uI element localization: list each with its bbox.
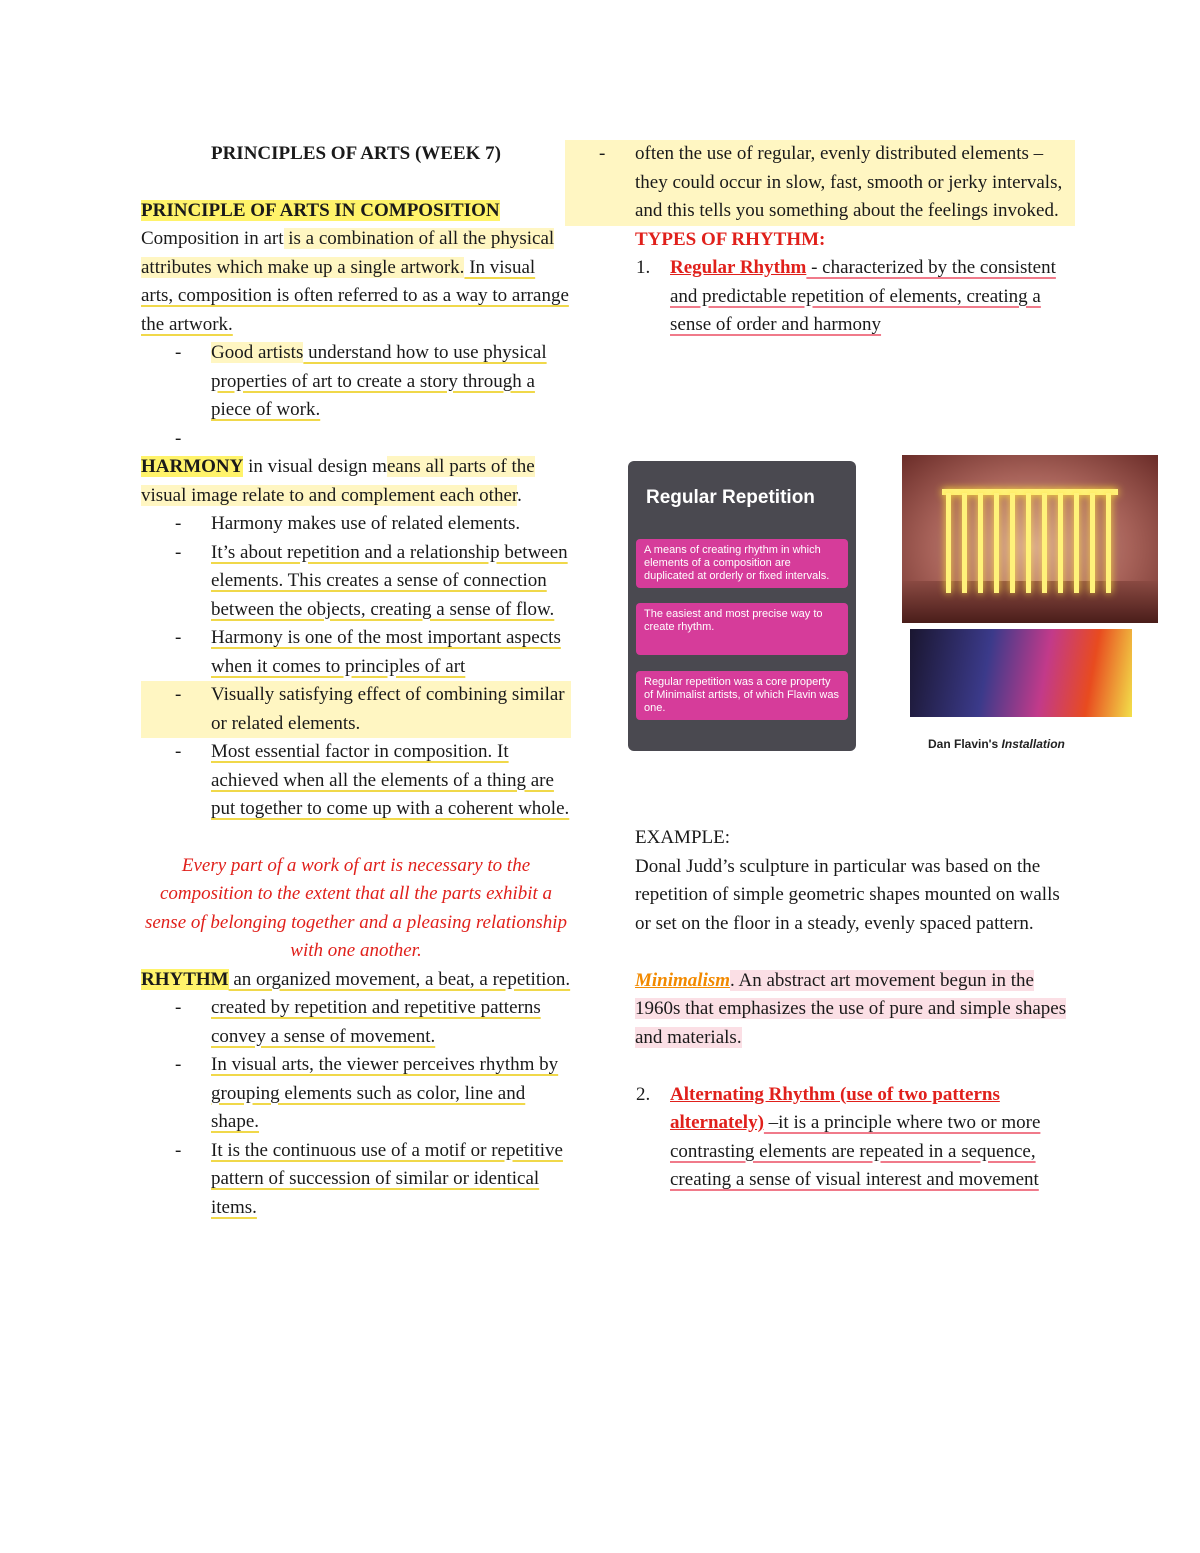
document-title: PRINCIPLES OF ARTS (WEEK 7) [210, 143, 501, 164]
light-tube [994, 493, 999, 593]
composition-bullet-highlight: Good artists [211, 342, 304, 363]
caption-artist: Dan Flavin's [928, 737, 1002, 751]
light-tube [1074, 493, 1079, 593]
harmony-bullet: - Harmony is one of the most important aspects when it comes to principles of art [141, 624, 571, 681]
flavin-installation-photo [902, 455, 1158, 623]
slide-title: Regular Repetition [646, 487, 815, 508]
light-tube [946, 493, 951, 593]
right-column [635, 140, 1075, 340]
caption-title: Installation [1001, 737, 1065, 751]
rhythm-bullet: - It is the continuous use of a motif or repetitive pattern of succession of similar or identical items. [141, 1137, 571, 1223]
regular-rhythm-text: - characterized by the consistent and predictable repetition of elements, creating a sense of order and harmony [670, 257, 1056, 335]
rhythm-heading: RHYTHM [141, 968, 229, 990]
rhythm-continued-bullet: - often the use of regular, evenly distributed elements – they could occur in slow, fast, smooth or jerky intervals, and this tells you something about the feelings invoked. [565, 140, 1075, 226]
figure-caption [928, 737, 1065, 751]
composition-heading: PRINCIPLE OF ARTS IN COMPOSITION [141, 199, 500, 221]
composition-paragraph [141, 197, 571, 340]
harmony-heading: HARMONY [141, 456, 244, 477]
left-column [141, 140, 571, 1222]
light-tube [1042, 493, 1047, 593]
harmony-bullet: - Most essential factor in composition. It achieved when all the elements of a thing are put together to come up with a coherent whole. [141, 738, 571, 824]
item-number: 1. [636, 257, 651, 278]
rhythm-bullets [141, 994, 571, 1222]
example-label: EXAMPLE: [635, 827, 730, 848]
rhythm-text: an organized movement, a beat, a repetition. [228, 968, 571, 990]
rhythm-types-list-2 [600, 1081, 1075, 1195]
item-number: 2. [636, 1083, 651, 1105]
alternating-rhythm-title: Alternating Rhythm (use of two patterns alternately) [670, 1083, 1000, 1133]
light-tube [962, 493, 967, 593]
harmony-text-3: . [517, 484, 522, 506]
harmony-bullets [141, 510, 571, 824]
flavin-corridor-photo [910, 629, 1132, 717]
rhythm-type-item [600, 1081, 1075, 1195]
regular-rhythm-title: Regular Rhythm [670, 257, 807, 278]
rhythm-bullet: - In visual arts, the viewer perceives rhythm by grouping elements such as color, line and shape. [141, 1051, 571, 1137]
harmony-bullet: - Visually satisfying effect of combining similar or related elements. [141, 681, 571, 738]
empty-bullet [141, 425, 571, 454]
slide-box-2: The easiest and most precise way to create rhythm. [636, 603, 848, 655]
minimalism-term: Minimalism [635, 969, 731, 991]
types-of-rhythm-heading: TYPES OF RHYTHM: [635, 228, 826, 250]
light-tube [1090, 493, 1095, 593]
regular-repetition-slide [628, 461, 856, 751]
harmony-bullet: - Harmony makes use of related elements. [141, 510, 571, 539]
composition-text-2: is a combination of all the physical attributes which make up a single artwork. [141, 228, 555, 278]
rhythm-bullet: - created by repetition and repetitive patterns convey a sense of movement. [141, 994, 571, 1051]
composition-text-3: In visual arts, composition is often referred to as a way to arrange the artwork. [141, 256, 569, 335]
right-column-lower [635, 824, 1075, 1195]
composition-bullets [141, 339, 571, 453]
rhythm-paragraph [141, 966, 571, 995]
light-tube [1026, 493, 1031, 593]
alternating-rhythm-text: –it is a principle where two or more contrasting elements are repeated in a sequence, creating a sense of visual interest and movement [670, 1112, 1041, 1190]
composition-bullet [141, 339, 571, 425]
harmony-text-2: eans all parts of the visual image relate to and complement each other [141, 456, 535, 506]
harmony-bullet: - It’s about repetition and a relationship between elements. This creates a sense of connection between the objects, creating a sense of flow. [141, 539, 571, 625]
harmony-text-1: in visual design m [243, 456, 387, 477]
regular-repetition-figure [598, 455, 1158, 765]
minimalism-paragraph [635, 967, 1075, 1053]
composition-text-1: Composition in art [141, 228, 284, 249]
rhythm-continued-bullets [565, 140, 1075, 226]
harmony-quote: Every part of a work of art is necessary to the composition to the extent that all the parts exhibit a sense of belonging together and a pleasing relationship with one another. [144, 854, 567, 961]
example-text: Donal Judd’s sculpture in particular was based on the repetition of simple geometric shapes mounted on walls or set on the floor in a steady, evenly spaced pattern. [635, 855, 1060, 934]
rhythm-type-item [600, 254, 1075, 340]
light-tube [1106, 493, 1111, 593]
harmony-paragraph [141, 453, 571, 510]
light-tube [978, 493, 983, 593]
light-tube [1010, 493, 1015, 593]
light-tube [1058, 493, 1063, 593]
slide-box-3: Regular repetition was a core property of Minimalist artists, of which Flavin was one. [636, 671, 848, 720]
minimalism-text: . An abstract art movement begun in the 1960s that emphasizes the use of pure and simple shapes and materials. [635, 969, 1067, 1048]
rhythm-types-list-1 [600, 254, 1075, 340]
composition-bullet-text: understand how to use physical properties of art to create a story through a piece of work. [211, 342, 547, 420]
slide-box-1: A means of creating rhythm in which elements of a composition are duplicated at orderly or fixed intervals. [636, 539, 848, 588]
